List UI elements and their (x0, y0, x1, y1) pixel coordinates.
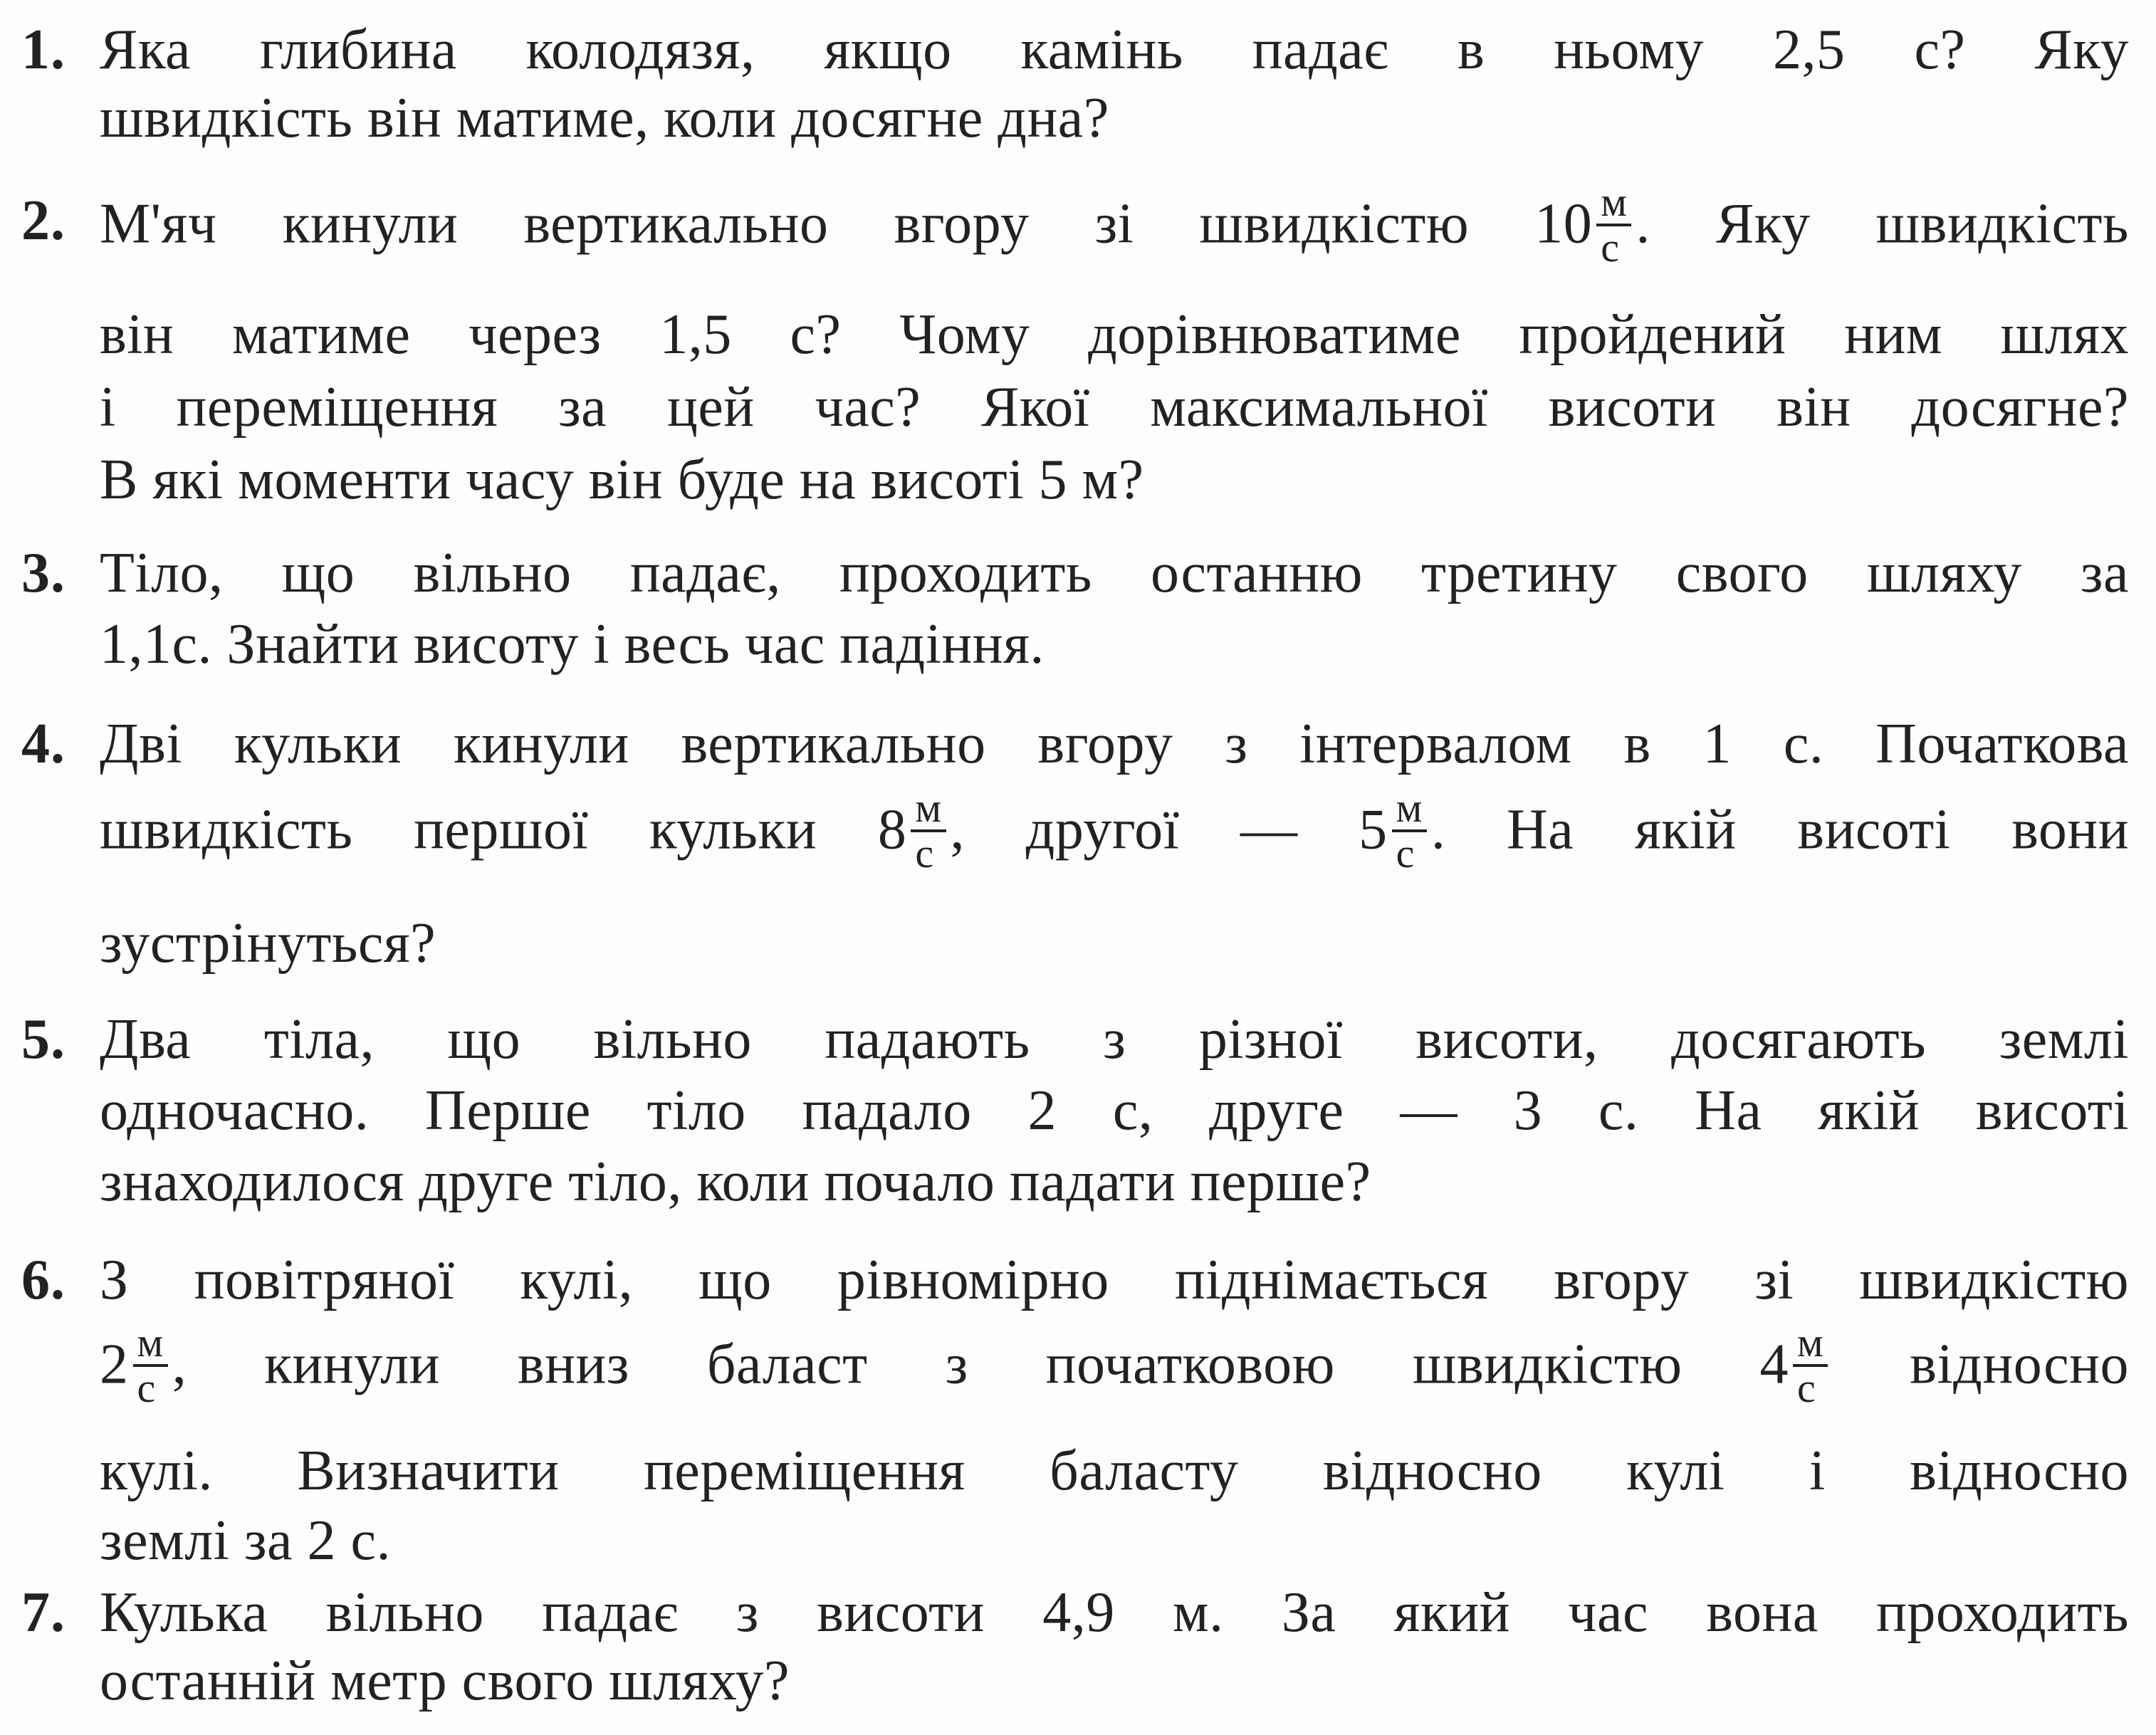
fraction-numerator: м (911, 787, 946, 832)
fraction-denominator: с (137, 1365, 156, 1411)
fraction-denominator: с (1797, 1365, 1816, 1411)
problem-text-line: останній метр свого шляху? (100, 1650, 790, 1712)
unit-fraction (1392, 787, 1427, 875)
problem-text-line: Кулька вільно падає з висоти 4,9 м. За який час вона проходить (100, 1581, 2129, 1644)
unit-fraction (1793, 1321, 1828, 1410)
problem-text-line: одночасно. Перше тіло падало 2 с, друге — 3 с. На якій висоті (100, 1079, 2129, 1142)
unit-fraction (1596, 181, 1631, 269)
text-span: , другої — 5 (950, 798, 1388, 861)
problem-text-line: 1,1с. Знайти висоту і весь час падіння. (100, 613, 1045, 676)
problem-text-line: В які моменти часу він буде на висоті 5 м? (100, 449, 1144, 511)
problem-text-line: кулі. Визначити переміщення баласту відносно кулі і відносно (100, 1440, 2129, 1502)
problem-text-line (100, 785, 2130, 879)
problem-text-line: він матиме через 1,5 с? Чому дорівнюватиме пройдений ним шлях (100, 303, 2129, 366)
problem-number: 2. (21, 189, 66, 252)
fraction-denominator: с (915, 830, 934, 876)
problem-text-line (100, 1319, 2129, 1414)
text-span: відносно (1832, 1333, 2129, 1396)
problem-text-line: зустрінуться? (100, 912, 436, 975)
text-span: 2 (100, 1333, 129, 1396)
problem-text-line: Тіло, що вільно падає, проходить останню третину свого шляху за (100, 542, 2129, 604)
fraction-numerator: м (1596, 181, 1631, 226)
unit-fraction (133, 1321, 168, 1410)
problem-number: 3. (21, 542, 66, 604)
problem-text-line: швидкість він матиме, коли досягне дна? (100, 87, 1109, 150)
problem-text-line: Дві кульки кинули вертикально вгору з інтервалом в 1 с. Початкова (100, 713, 2129, 775)
fraction-numerator: м (1392, 787, 1427, 832)
problem-number: 7. (21, 1581, 66, 1644)
problem-text-line: Яка глибина колодязя, якщо камінь падає в ньому 2,5 с? Яку (100, 19, 2129, 81)
fraction-denominator: с (1396, 830, 1415, 876)
problem-number: 4. (21, 713, 66, 775)
fraction-denominator: с (1601, 224, 1620, 271)
problem-text-line: Два тіла, що вільно падають з різної висоти, досягають землі (100, 1008, 2129, 1071)
problem-number: 5. (21, 1008, 66, 1071)
fraction-numerator: м (1793, 1321, 1828, 1367)
problem-text-line: З повітряної кулі, що рівномірно піднімається вгору зі швидкістю (100, 1249, 2129, 1311)
problem-text-line: землі за 2 с. (100, 1509, 391, 1572)
text-span: . Яку швидкість (1636, 192, 2130, 256)
problem-text-line (100, 179, 2130, 273)
problem-number: 1. (21, 19, 66, 81)
text-span: швидкість першої кульки 8 (100, 798, 907, 861)
fraction-numerator: м (133, 1321, 168, 1367)
text-span: . На якій висоті вони (1430, 798, 2130, 861)
problem-text-line: і переміщення за цей час? Якої максимальної висоти він досягне? (100, 376, 2129, 439)
unit-fraction (911, 787, 946, 875)
problem-number: 6. (21, 1249, 66, 1311)
problem-text-line: знаходилося друге тіло, коли почало падати перше? (100, 1150, 1371, 1213)
text-span: , кинули вниз баласт з початковою швидкістю 4 (172, 1333, 1789, 1396)
text-span: М'яч кинули вертикально вгору зі швидкістю 10 (100, 192, 1593, 256)
